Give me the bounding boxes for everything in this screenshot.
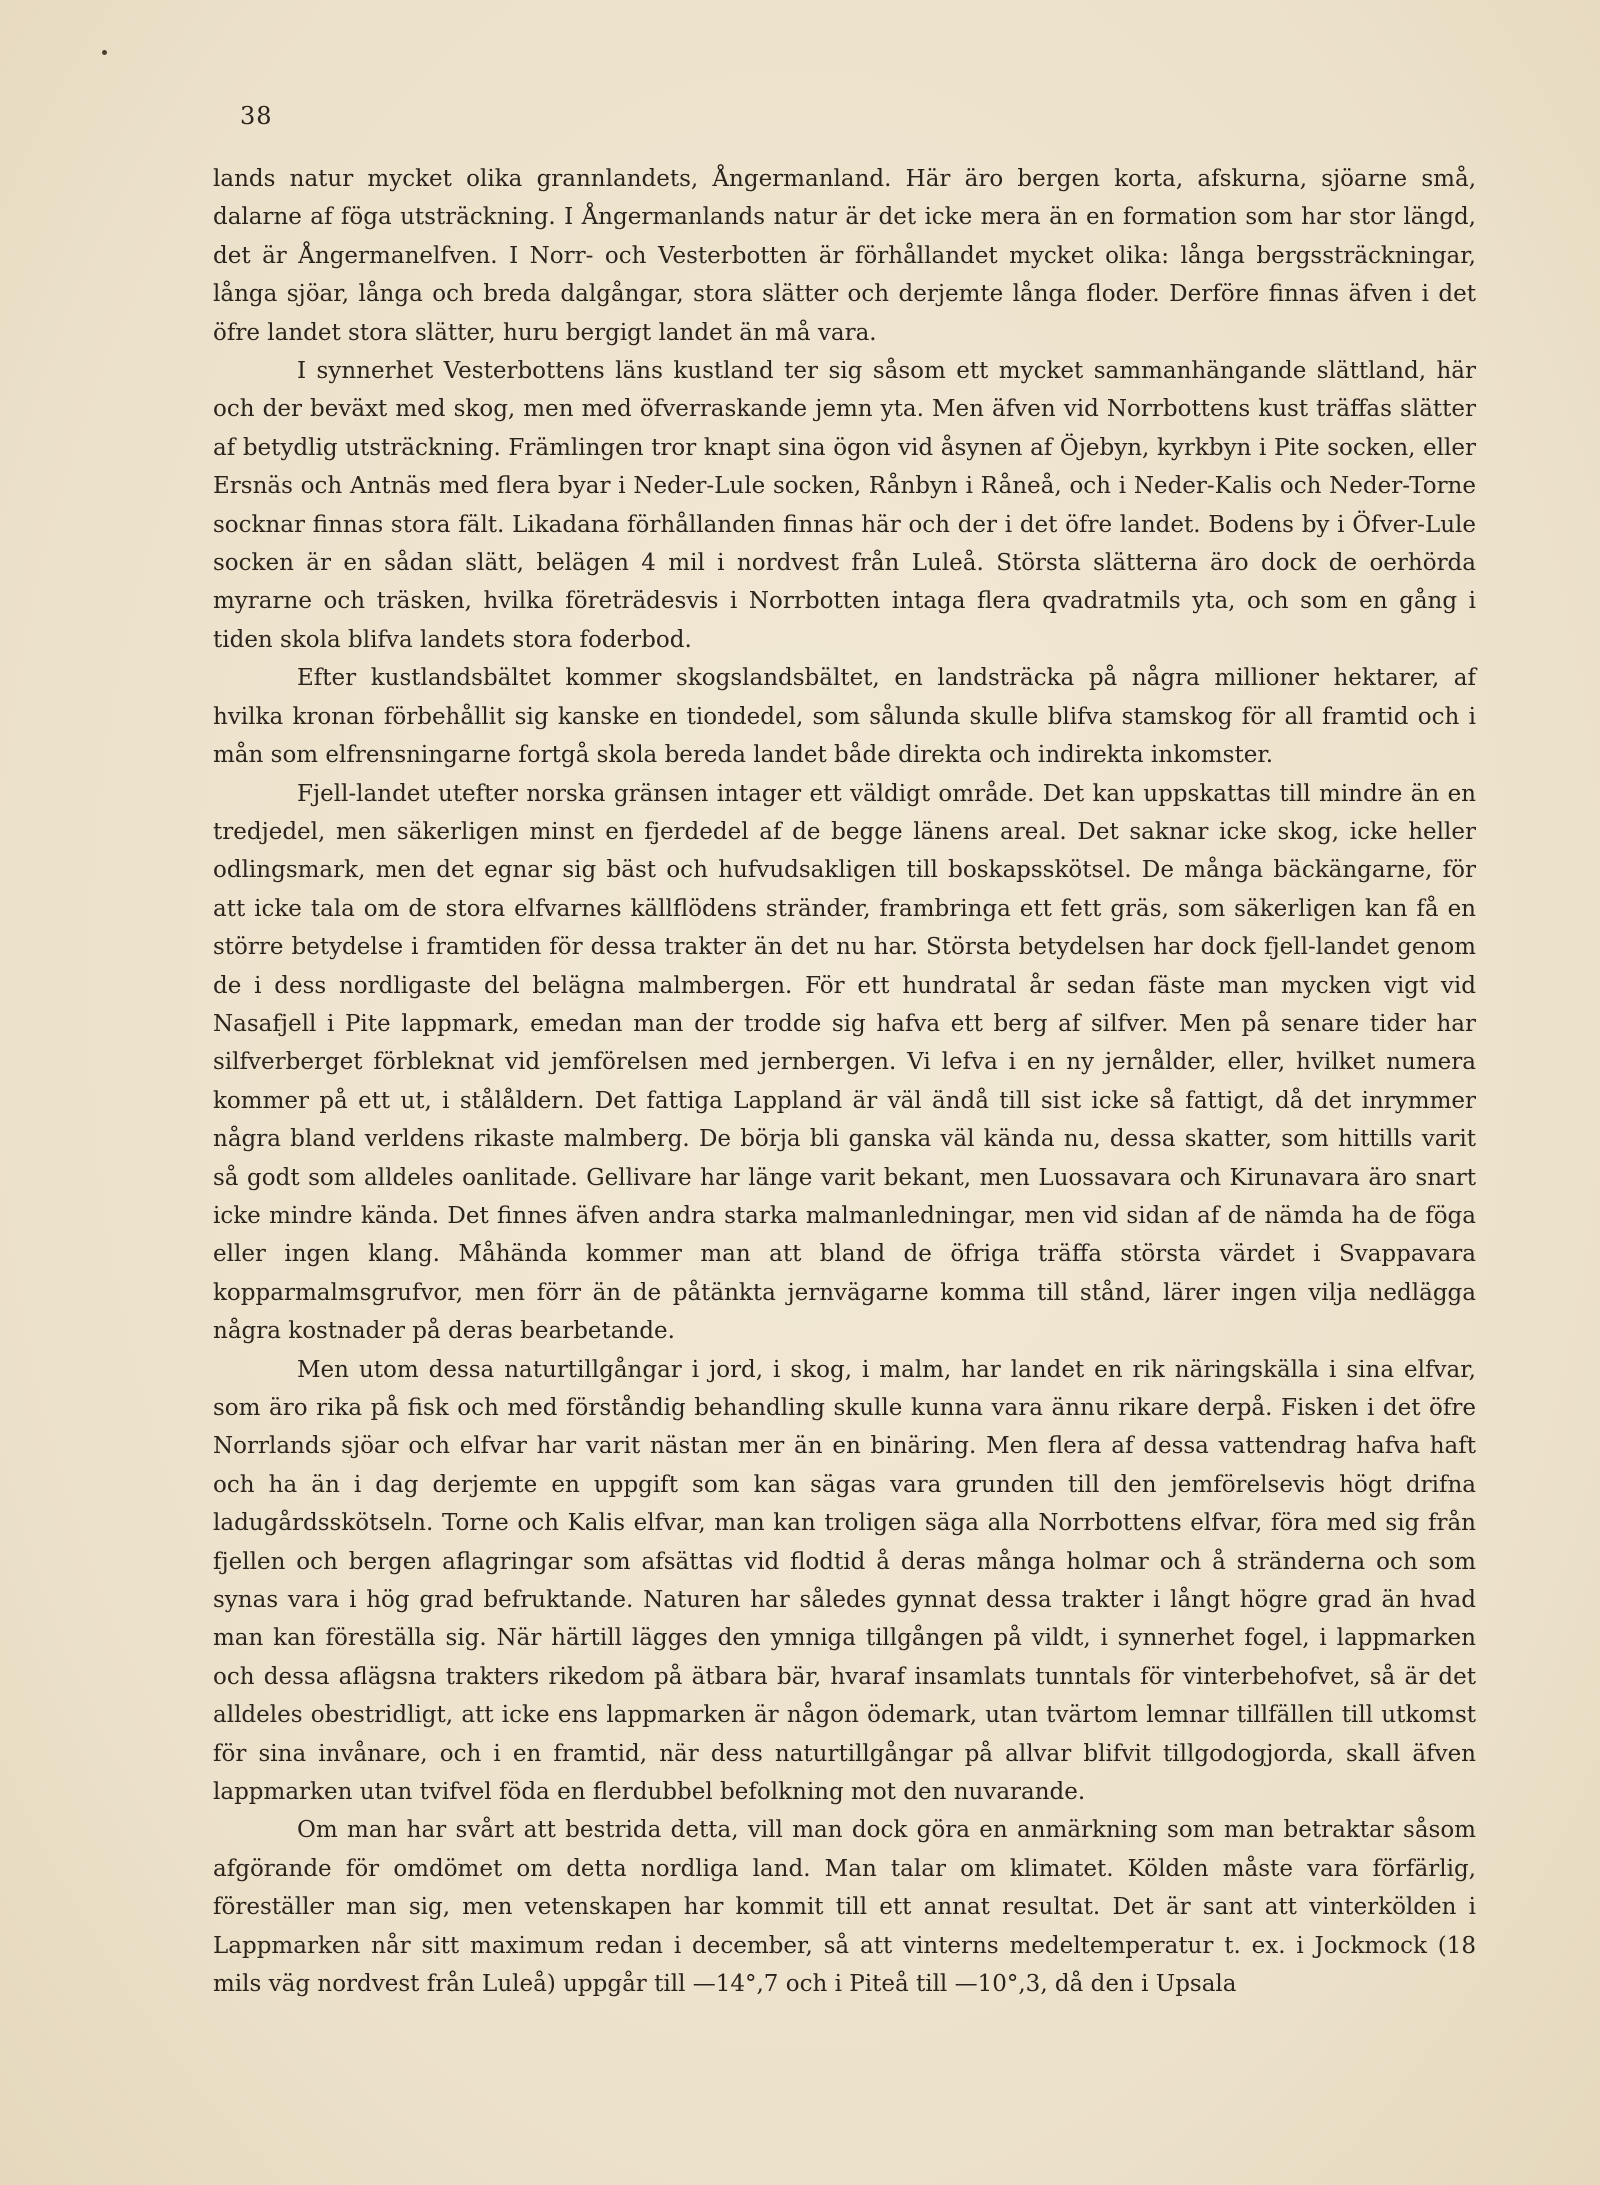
body-text bbox=[213, 160, 1476, 2004]
page-number: 38 bbox=[240, 102, 273, 130]
paragraph-6: Om man har svårt att bestrida detta, vill man dock göra en anmärkning som man betraktar såsom afgörande för omdömet om detta nordliga land. Man talar om klimatet. Kölden måste vara förfärlig, föreställer man sig, men vetenskapen har kommit till ett annat resultat. Det är sant att vinterkölden i Lappmarken når sitt maximum redan i december, så att vinterns medeltemperatur t. ex. i Jockmock (18 mils väg nordvest från Luleå) uppgår till —14°,7 och i Piteå till —10°,3, då den i Upsala bbox=[213, 1817, 1476, 1998]
paragraph-3: Efter kustlandsbältet kommer skogslandsbältet, en landsträcka på några millioner hektarer, af hvilka kronan förbehållit sig kanske en tiondedel, som sålunda skulle blifva stamskog för all framtid och i mån som elfrensningarne fortgå skola bereda landet både direkta och indirekta inkomster. bbox=[213, 665, 1476, 769]
ink-speck bbox=[102, 50, 107, 55]
paragraph-4: Fjell-landet utefter norska gränsen intager ett väldigt område. Det kan uppskattas till mindre än en tredjedel, men säkerligen minst en fjerdedel af de begge länens areal. Det saknar icke skog, icke heller odlingsmark, men det egnar sig bäst och hufvudsakligen till boskapsskötsel. De många bäckängarne, för att icke tala om de stora elfvarnes källflödens stränder, frambringa ett fett gräs, som säkerligen kan få en större betydelse i framtiden för dessa trakter än det nu har. Största betydelsen har dock fjell-landet genom de i dess nordligaste del belägna malmbergen. För ett hundratal år sedan fäste man mycken vigt vid Nasafjell i Pite lappmark, emedan man der trodde sig hafva ett berg af silfver. Men på senare tider har silfverberget förbleknat vid jemförelsen med jernbergen. Vi lefva i en ny jernålder, eller, hvilket numera kommer på ett ut, i stålåldern. Det fattiga Lappland är väl ändå till sist icke så fattigt, då det inrymmer några bland verldens rikaste malmberg. De börja bli ganska väl kända nu, dessa skatter, som hittills varit så godt som alldeles oanlitade. Gellivare har länge varit bekant, men Luossavara och Kirunavara äro snart icke mindre kända. Det finnes äfven andra starka malmanledningar, men vid sidan af de nämda ha de föga eller ingen klang. Måhända kommer man att bland de öfriga träffa största värdet i Svappavara kopparmalmsgrufvor, men förr än de påtänkta jernvägarne komma till stånd, lärer ingen vilja nedlägga några kostnader på deras bearbetande. bbox=[213, 780, 1476, 1345]
paragraph-2: I synnerhet Vesterbottens läns kustland ter sig såsom ett mycket sammanhängande slättland, här och der beväxt med skog, men med öfverraskande jemn yta. Men äfven vid Norrbottens kust träffas slätter af betydlig utsträckning. Främlingen tror knapt sina ögon vid åsynen af Öjebyn, kyrkbyn i Pite socken, eller Ersnäs och Antnäs med flera byar i Neder-Lule socken, Rånbyn i Råneå, och i Neder-Kalis och Neder-Torne socknar finnas stora fält. Likadana förhållanden finnas här och der i det öfre landet. Bodens by i Öfver-Lule socken är en sådan slätt, belägen 4 mil i nordvest från Luleå. Största slätterna äro dock de oerhörda myrarne och träsken, hvilka företrädesvis i Norrbotten intaga flera qvadratmils yta, och som en gång i tiden skola blifva landets stora foderbod. bbox=[213, 358, 1476, 653]
paragraph-5: Men utom dessa naturtillgångar i jord, i skog, i malm, har landet en rik näringskälla i sina elfvar, som äro rika på fisk och med förståndig behandling skulle kunna vara ännu rikare derpå. Fisken i det öfre Norrlands sjöar och elfvar har varit nästan mer än en binäring. Men flera af dessa vattendrag hafva haft och ha än i dag derjemte en uppgift som kan sägas vara grunden till den jemförelsevis högt drifna ladugårdsskötseln. Torne och Kalis elfvar, man kan troligen säga alla Norrbottens elfvar, föra med sig från fjellen och bergen aflagringar som afsättas vid flodtid å deras många holmar och å stränderna och som synas vara i hög grad befruktande. Naturen har således gynnat dessa trakter i långt högre grad än hvad man kan föreställa sig. När härtill lägges den ymniga tillgången på vildt, i synnerhet fogel, i lappmarken och dessa aflägsna trakters rikedom på ätbara bär, hvaraf insamlats tunntals för vinterbehofvet, så är det alldeles obestridligt, att icke ens lappmarken är någon ödemark, utan tvärtom lemnar tillfällen till utkomst för sina invånare, och i en framtid, när dess naturtillgångar på allvar blifvit tillgodogjorda, skall äfven lappmarken utan tvifvel föda en flerdubbel befolkning mot den nuvarande. bbox=[213, 1356, 1476, 1806]
paragraph-1: lands natur mycket olika grannlandets, Ångermanland. Här äro bergen korta, afskurna, sjöarne små, dalarne af föga utsträckning. I Ångermanlands natur är det icke mera än en formation som har stor längd, det är Ångermanelfven. I Norr- och Vesterbotten är förhållandet mycket olika: långa bergssträckningar, långa sjöar, långa och breda dalgångar, stora slätter och derjemte långa floder. Derföre finnas äfven i det öfre landet stora slätter, huru bergigt landet än må vara. bbox=[213, 166, 1476, 346]
